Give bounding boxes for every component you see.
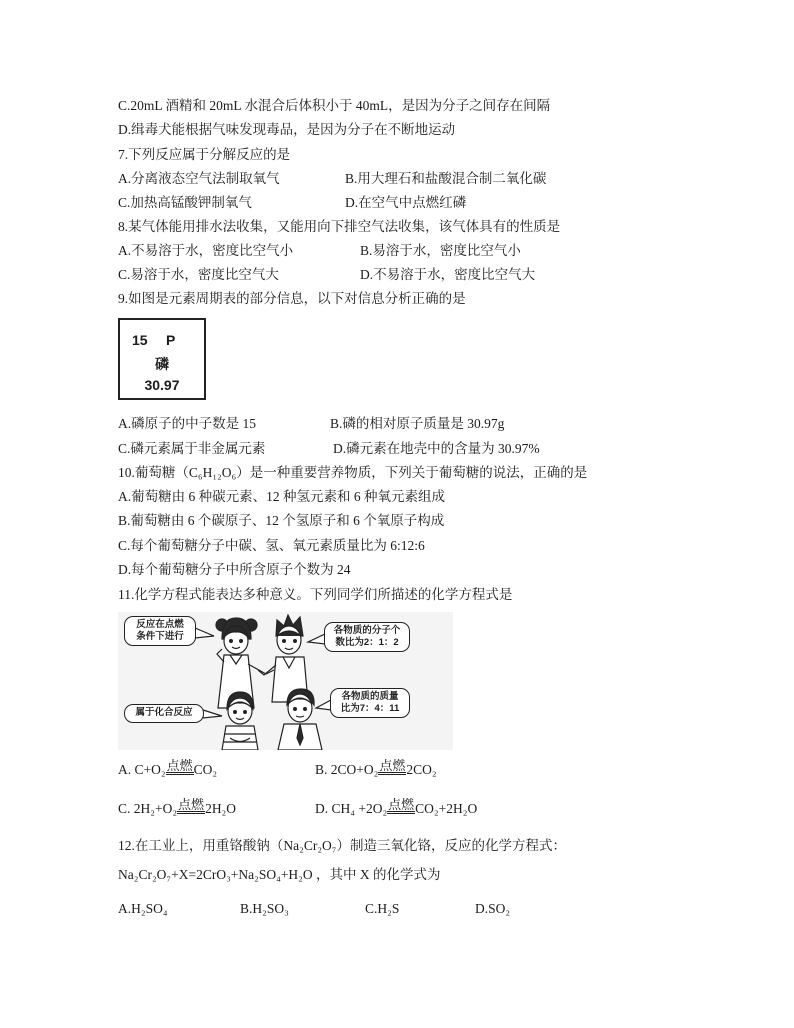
q10-option-c: C.每个葡萄糖分子中碳、氢、氧元素质量比为 6:12:6 xyxy=(118,538,425,553)
students-cartoon xyxy=(118,612,453,750)
q8-stem: 8.某气体能用排水法收集，又能用向下排空气法收集，该气体具有的性质是 xyxy=(118,219,561,234)
bubble-line: 条件下进行 xyxy=(136,631,184,642)
q8-option-b: B.易溶于水，密度比空气小 xyxy=(360,243,521,258)
atomic-number: 15 xyxy=(132,332,148,348)
equation-reactants: 2CO+O₂ xyxy=(330,762,379,777)
reaction-condition: 点燃 xyxy=(166,758,193,773)
q10-option-a: A.葡萄糖由 6 种碳元素、12 种氢元素和 6 种氧元素组成 xyxy=(118,489,445,504)
bubble-line: 反应在点燃 xyxy=(136,619,184,630)
q10-option-b: B.葡萄糖由 6 个碳原子、12 个氢原子和 6 个氧原子构成 xyxy=(118,513,445,528)
q11-option-c xyxy=(118,799,236,817)
q8-option-c: C.易溶于水，密度比空气大 xyxy=(118,267,279,282)
speech-bubble-molecule-ratio xyxy=(324,622,410,652)
option-label: C. xyxy=(118,801,131,816)
q12-equation-suffix: ，其中 X 的化学式为 xyxy=(316,867,441,882)
speech-bubble-condition xyxy=(124,616,196,646)
q12-equation-line xyxy=(118,866,441,883)
q9-option-d: D.磷元素在地壳中的含量为 30.97% xyxy=(333,441,540,456)
q12-option-c: C.H₂S xyxy=(365,901,400,916)
reaction-condition: 点燃 xyxy=(379,758,406,773)
bubble-tail xyxy=(308,634,325,644)
q7-option-b: B.用大理石和盐酸混合制二氧化碳 xyxy=(345,171,547,186)
q11-stem: 11.化学方程式能表达多种意义。下列同学们所描述的化学方程式是 xyxy=(118,587,513,602)
atomic-mass: 30.97 xyxy=(144,377,180,393)
q11-option-a xyxy=(118,760,217,778)
option-label: B. xyxy=(315,762,328,777)
q7-option-a: A.分离液态空气法制取氧气 xyxy=(118,171,280,186)
speech-bubble-reaction-type xyxy=(124,704,204,723)
q12-option-b: B.H₂SO₃ xyxy=(240,901,289,916)
q7-option-c: C.加热高锰酸钾制氧气 xyxy=(118,195,252,210)
option-label: D. xyxy=(315,801,329,816)
bubble-tail xyxy=(195,628,214,638)
reaction-condition: 点燃 xyxy=(178,797,205,812)
equation-products: CO₂+2H₂O xyxy=(415,801,478,816)
q12-stem: 12.在工业上，用重铬酸钠（Na₂Cr₂O₇）制造三氧化铬，反应的化学方程式： xyxy=(118,838,566,853)
equation-products: 2CO₂ xyxy=(406,762,437,777)
q9-option-b: B.磷的相对原子质量是 30.97g xyxy=(330,416,505,431)
q6-option-d: D.缉毒犬能根据气味发现毒品，是因为分子在不断地运动 xyxy=(118,122,456,137)
bubble-tail xyxy=(316,700,331,710)
q8-option-a: A.不易溶于水，密度比空气小 xyxy=(118,243,294,258)
equation-products: 2H₂O xyxy=(205,801,237,816)
equation-reactants: CH₄ +2O₂ xyxy=(331,801,388,816)
q12-equation: Na₂Cr₂O₇+X=2CrO₃+Na₂SO₄+H₂O xyxy=(118,867,313,882)
option-label: A. xyxy=(118,762,132,777)
q10-option-d: D.每个葡萄糖分子中所含原子个数为 24 xyxy=(118,562,351,577)
q12-option-a: A.H₂SO₄ xyxy=(118,901,168,916)
periodic-table-cell xyxy=(118,318,206,400)
bubble-tail xyxy=(203,710,222,718)
element-name: 磷 xyxy=(155,356,169,372)
equation-reactants: C+O₂ xyxy=(134,762,166,777)
bubble-line: 比为7：4：11 xyxy=(340,703,400,714)
q9-option-c: C.磷元素属于非金属元素 xyxy=(118,441,266,456)
speech-bubble-mass-ratio xyxy=(330,688,410,718)
q7-option-d: D.在空气中点燃红磷 xyxy=(345,195,467,210)
equation-reactants: 2H₂+O₂ xyxy=(133,801,178,816)
q6-option-c: C.20mL 酒精和 20mL 水混合后体积小于 40mL，是因为分子之间存在间隔 xyxy=(118,98,551,113)
q12-option-d: D.SO₂ xyxy=(475,901,511,916)
q8-option-d: D.不易溶于水，密度比空气大 xyxy=(360,267,536,282)
element-symbol: P xyxy=(166,332,176,348)
bubble-line: 数比为2：1：2 xyxy=(335,637,399,648)
q10-stem: 10.葡萄糖（C₆H₁₂O₆）是一种重要营养物质，下列关于葡萄糖的说法，正确的是 xyxy=(118,465,588,480)
q9-option-a: A.磷原子的中子数是 15 xyxy=(118,416,256,431)
bubble-line: 属于化合反应 xyxy=(135,707,193,718)
q11-option-b xyxy=(315,760,437,778)
bubble-line: 各物质的分子个 xyxy=(333,625,401,636)
q7-stem: 7.下列反应属于分解反应的是 xyxy=(118,147,291,162)
bubble-line: 各物质的质量 xyxy=(341,691,399,702)
q11-option-d xyxy=(315,799,477,817)
equation-products: CO₂ xyxy=(193,762,218,777)
q9-stem: 9.如图是元素周期表的部分信息，以下对信息分析正确的是 xyxy=(118,291,466,306)
reaction-condition: 点燃 xyxy=(388,797,415,812)
